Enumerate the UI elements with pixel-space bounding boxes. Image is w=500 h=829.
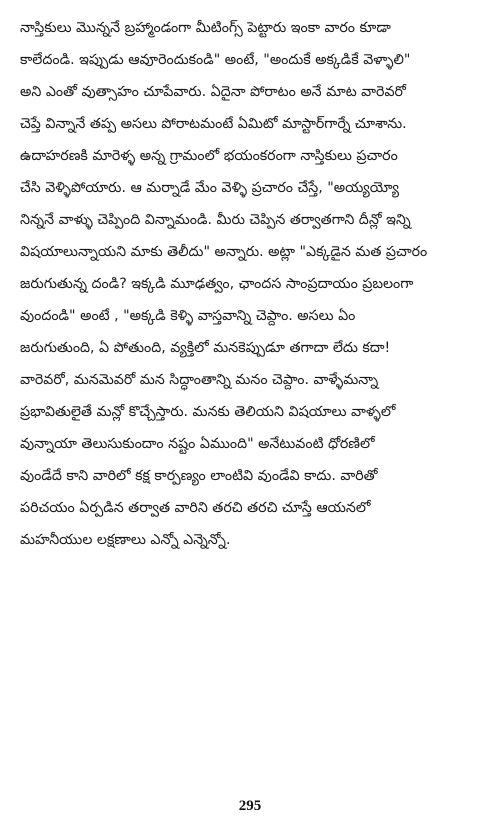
text-line: కాలేదండి. ఇప్పుడు ఆవూరెందుకండి" అంటే, "అందుకే అక్కడికే వెళ్ళాలి"	[20, 52, 411, 68]
text-line: పరిచయం ఏర్పడిన తర్వాత వారిని తరచి తరచి చూస్తే ఆయనలో	[20, 500, 371, 516]
page-number: 295	[238, 798, 262, 814]
text-line: ఉదాహరణకి మారెళ్ళ అన్న గ్రామంలో భయంకరంగా నాస్తికులు ప్రచారం	[20, 148, 398, 164]
text-line: జరుగుతుంది, ఏ పోతుంది, వ్యక్తిలో మనకెప్పుడూ తగాదా లేదు కదా!	[20, 340, 391, 356]
text-line: అని ఎంతో వుత్సాహం చూపేవారు. ఏదైనా పోరాటం అనే మాట వారెవరో	[20, 84, 406, 100]
text-line: వుండేదే కాని వారిలో కక్ష కార్పణ్యం లాంటివి వుండేవి కాదు. వారితో	[20, 468, 378, 484]
text-line: నిన్ననే వాళ్ళు చెప్పింది విన్నామండి. మీరు చెప్పిన తర్వాతగాని దీన్లో ఇన్ని	[20, 212, 411, 228]
text-line: వుందండి" అంటే , "అక్కడి కెళ్ళి వాస్తవాన్ని చెప్దాం. అసలు ఏం	[20, 308, 356, 324]
body-paragraph	[20, 12, 482, 556]
text-line: మహనీయుల లక్షణాలు ఎన్నో ఎన్నెన్నో.	[20, 532, 231, 548]
text-line: జరుగుతున్న దండి? ఇక్కడి మూఢత్వం, ఛాందస సాంప్రదాయం ప్రబలంగా	[20, 276, 414, 292]
text-line: వారెవరో, మనమెవరో మన సిద్ధాంతాన్ని మనం చెప్దాం. వాళ్ళేమన్నా	[20, 372, 379, 388]
text-line: చేసి వెళ్ళిపోయారు. ఆ మర్నాడే మేం వెళ్ళి ప్రచారం చేస్తే, "అయ్యయ్యో	[20, 180, 400, 196]
text-line: ప్రభావితులైతే మన్లో కొచ్చేస్తారు. మనకు తెలియని విషయాలు వాళ్ళలో	[20, 404, 396, 420]
text-line: నాస్తికులు మొన్ననే బ్రహ్మాండంగా మీటింగ్స్ పెట్టారు ఇంకా వారం కూడా	[20, 20, 391, 36]
text-line: చెప్తే విన్నానే తప్ప అసలు పోరాటమంటే ఏమిటో మాస్టార్‌గార్నే చూశాను.	[20, 116, 407, 132]
text-line: వున్నాయా తెలుసుకుందాం నష్టం ఏముంది" అనేటువంటి ధోరణిలో	[20, 436, 375, 452]
text-line: విషయాలున్నాయని మాకు తెలీదు" అన్నారు. అట్లా "ఎక్కడైన మత ప్రచారం	[20, 244, 428, 260]
